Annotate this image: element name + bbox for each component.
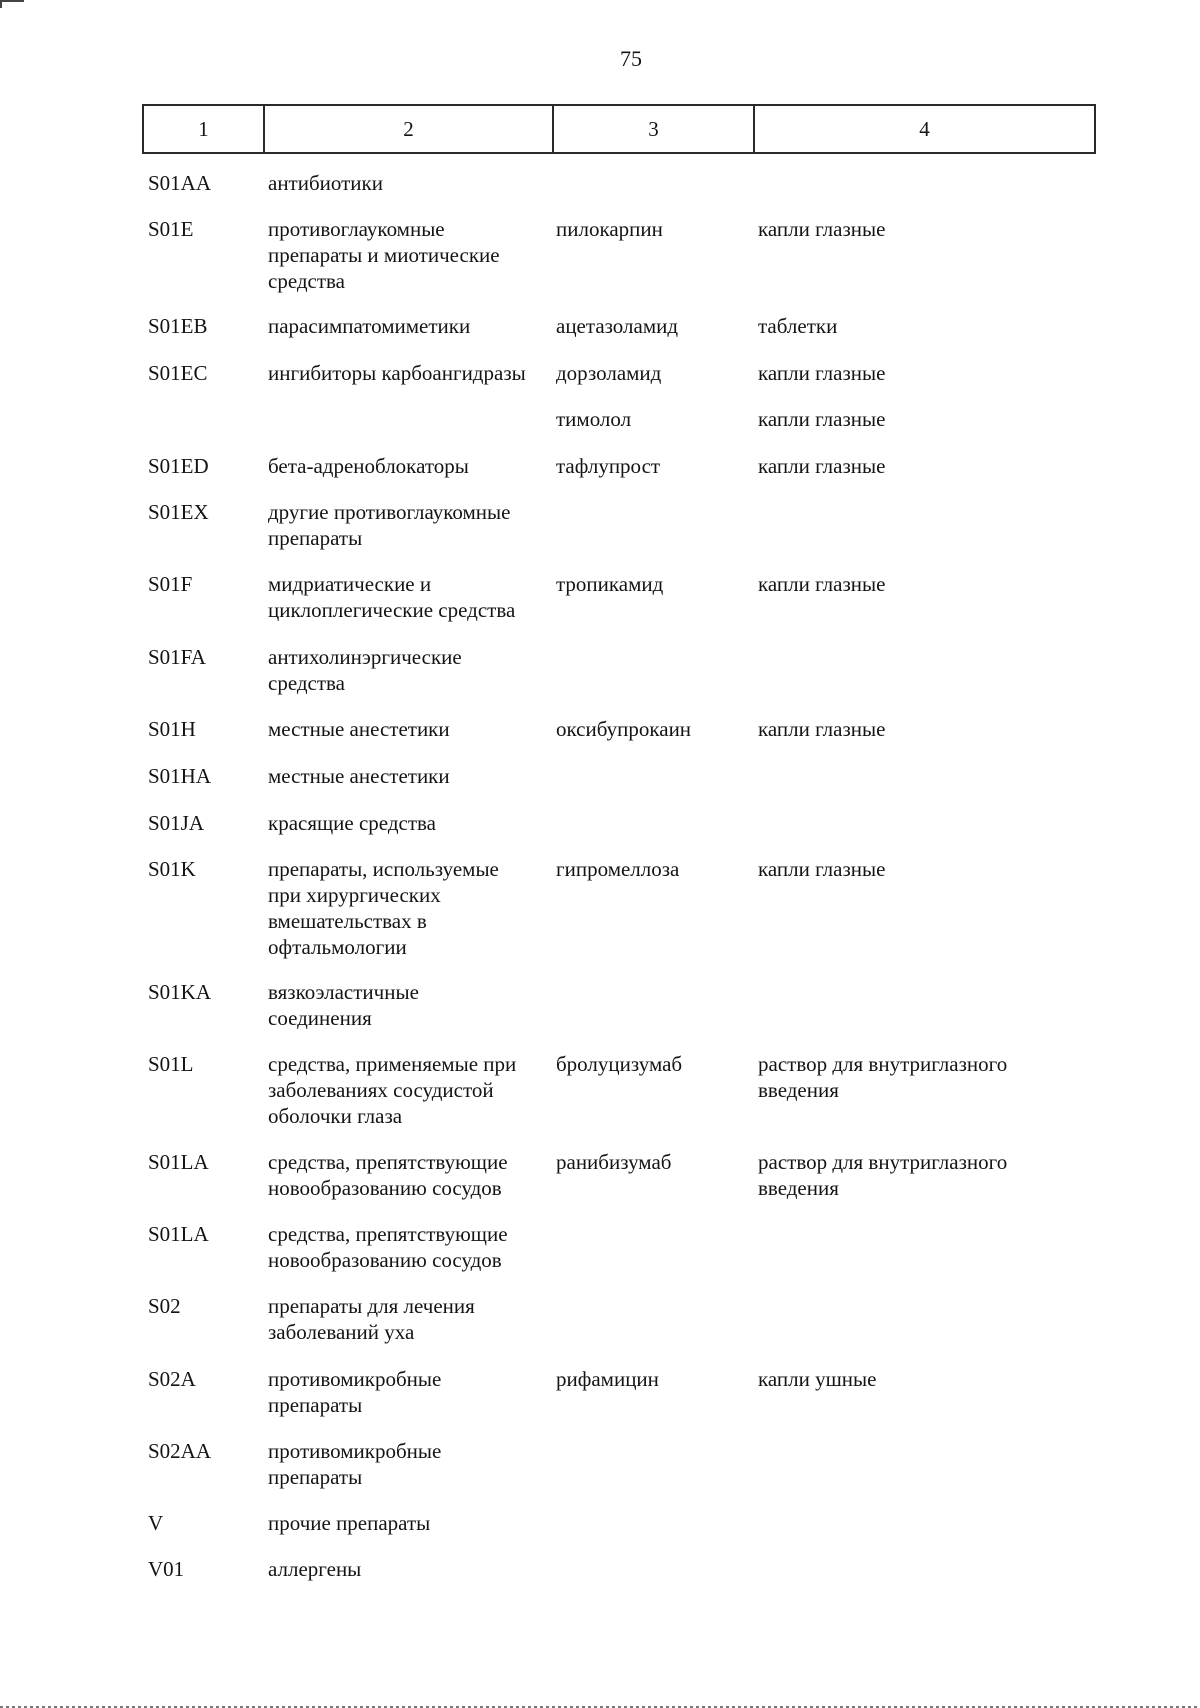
dosage-form: капли глазные: [758, 572, 886, 596]
group-name: антибиотики: [268, 171, 383, 195]
substance-name: дорзоламид: [556, 361, 662, 385]
group-name: средства, применяемые при заболеваниях сосудистой оболочки глаза: [268, 1052, 517, 1128]
atc-code: S02AA: [148, 1439, 212, 1463]
dosage-form: капли глазные: [758, 857, 886, 881]
group-name: препараты для лечения заболеваний уха: [268, 1294, 475, 1344]
atc-code: S01E: [148, 217, 194, 241]
group-name: препараты, используемые при хирургических вмешательствах в офтальмологии: [268, 857, 499, 959]
atc-code: S01H: [148, 717, 196, 741]
atc-code: S01AA: [148, 171, 212, 195]
atc-code: S01KA: [148, 980, 212, 1004]
substance-name: рифамицин: [556, 1367, 659, 1391]
scan-corner-mark: [0, 0, 24, 8]
header-col-2: 2: [265, 106, 554, 152]
group-name: бета-адреноблокаторы: [268, 454, 469, 478]
group-name: вязкоэластичные соединения: [268, 980, 419, 1030]
header-col-1: 1: [144, 106, 265, 152]
group-name: противомикробные препараты: [268, 1439, 442, 1489]
atc-code: S01LA: [148, 1222, 209, 1246]
dosage-form: капли глазные: [758, 717, 886, 741]
dosage-form: капли глазные: [758, 454, 886, 478]
atc-code: S01EB: [148, 314, 208, 338]
header-col-4: 4: [919, 116, 930, 141]
atc-code: S01LA: [148, 1150, 209, 1174]
group-name: аллергены: [268, 1557, 362, 1581]
substance-name: ранибизумаб: [556, 1150, 672, 1174]
atc-code: S01HA: [148, 764, 212, 788]
group-name: противомикробные препараты: [268, 1367, 442, 1417]
group-name: ингибиторы карбоангидразы: [268, 361, 526, 385]
atc-code: S01ED: [148, 454, 209, 478]
dosage-form: капли глазные: [758, 407, 886, 431]
atc-code: S02A: [148, 1367, 196, 1391]
substance-name: тафлупрост: [556, 454, 661, 478]
atc-code: V: [148, 1511, 164, 1535]
atc-code: S01FA: [148, 645, 206, 669]
substance-name: бролуцизумаб: [556, 1052, 683, 1076]
group-name: антихолинэргические средства: [268, 645, 462, 695]
dosage-form: раствор для внутриглазного введения: [758, 1150, 1008, 1200]
substance-name: пилокарпин: [556, 217, 663, 241]
dosage-form: капли ушные: [758, 1367, 877, 1391]
substance-name: тимолол: [556, 407, 632, 431]
group-name: средства, препятствующие новообразованию сосудов: [268, 1150, 508, 1200]
group-name: красящие средства: [268, 811, 436, 835]
substance-name: тропикамид: [556, 572, 664, 596]
atc-code: S02: [148, 1294, 181, 1318]
dosage-form: капли глазные: [758, 217, 886, 241]
dosage-form: таблетки: [758, 314, 838, 338]
header-col-3: 3: [554, 106, 755, 152]
group-name: мидриатические и циклоплегические средства: [268, 572, 516, 622]
group-name: местные анестетики: [268, 717, 450, 741]
substance-name: оксибупрокаин: [556, 717, 692, 741]
atc-code: S01F: [148, 572, 193, 596]
atc-code: S01JA: [148, 811, 205, 835]
atc-code: V01: [148, 1557, 185, 1581]
group-name: средства, препятствующие новообразованию сосудов: [268, 1222, 508, 1272]
group-name: прочие препараты: [268, 1511, 431, 1535]
group-name: другие противоглаукомные препараты: [268, 500, 511, 550]
dosage-form: капли глазные: [758, 361, 886, 385]
substance-name: ацетазоламид: [556, 314, 679, 338]
table-header: [142, 104, 1096, 154]
dosage-form: раствор для внутриглазного введения: [758, 1052, 1008, 1102]
atc-code: S01K: [148, 857, 196, 881]
substance-name: гипромеллоза: [556, 857, 680, 881]
group-name: местные анестетики: [268, 764, 450, 788]
group-name: противоглаукомные препараты и миотические средства: [268, 217, 500, 293]
page-number: 75: [620, 46, 642, 71]
atc-code: S01EX: [148, 500, 209, 524]
atc-code: S01L: [148, 1052, 194, 1076]
group-name: парасимпатомиметики: [268, 314, 471, 338]
atc-code: S01EC: [148, 361, 208, 385]
